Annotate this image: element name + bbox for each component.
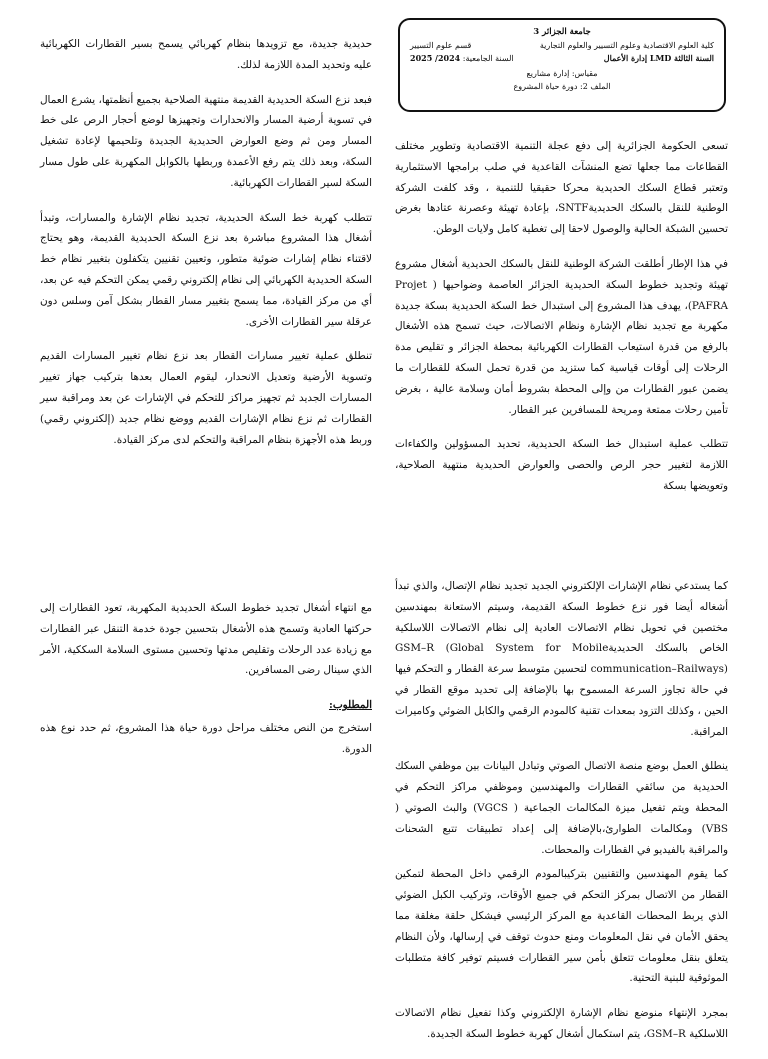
academic-year-label: السنة الجامعية: (462, 54, 514, 63)
required-text: استخرج من النص مختلف مراحل دورة حياة هذا المشروع، ثم حدد نوع هذه الدورة. (40, 721, 372, 755)
paragraph: كما يستدعي نظام الإشارات الإلكتروني الجديد تجديد نظام الإتصال، والذي تبدأ أشغاله أيضا فور نزع خطوط السكة القديمة، وسيتم الاستعانة بمهندسين مختصين في تحويل نظام الاتصالات العادية إلى نظام الاتصالات اللاسلكية الخاص بالسكك الحديديةGSM–R (Global System for Mobile communication–Railways) لتحسين متوسط سرعة القطار و التحكم فيها في حالة تجاوز السرعة المسموح بها بالإضافة إلى تحديد موقع القطار في الحين ، وكذلك التزود بمعدات تقنية كالمودم الرقمي والكابل الضوئي وكاميرات المراقبة. (395, 580, 728, 738)
text-column-top-left (40, 34, 372, 464)
faculty-name: كلية العلوم الاقتصادية وعلوم التسيير والعلوم التجارية (539, 41, 714, 50)
paragraph: فبعد نزع السكة الحديدية القديمة منتهية الصلاحية بجميع أنظمتها، يشرع العمال في تسوية أرضية المسار والانحدارات وتجهيزها لوضع أحجار الرص على خط المسار ومن ثم وضع العوارض الحديدية الجديدة وتلحيمها لإعادة تشغيل السكة، وبعد ذلك يتم رفع الأعمدة وربطها بالكوابل المكهربة على طول مسار السكة لسير القطارات الكهربائية. (40, 93, 372, 189)
text-column-bottom-left (40, 598, 372, 774)
level-label: السنة الثالثة LMD إدارة الأعمال (603, 53, 714, 63)
paragraph: في هذا الإطار أطلقت الشركة الوطنية للنقل بالسكك الحديدية أشغال مشروع تهيئة وتجديد خطوط السكة الحديدية الجزائر العاصمة وضواحيها ( Projet PAFRA)، يهدف هذا المشروع إلى استبدال خط السكة الحديدية بسكة جديدة مكهربة مع تجديد نظام الإشارة ونظام الاتصالات، حيث تسمح هذه الأشغال بالرفع من قدرة استيعاب القطارات الكهربائية بمحطة الجزائر و تقليص مدة الرحلات إلى أوقات قياسية كما ستزيد من قدرة تحمل السكة للقطارات ما يضمن عبور القطارات من وإلى المحطة بشروط أمان وسلامة عالية ، بغرض تأمين رحلات ممتعة ومريحة للمسافرين عبر القطار. (395, 257, 728, 416)
paragraph: تنطلق عملية تغيير مسارات القطار بعد نزع نظام تغيير المسارات القديم وتسوية الأرضية وتعديل الانحدار، ليقوم العمال بعدها بتركيب جهاز تغيير المسارات الجديد ثم تجهيز مراكز للتحكم في الإشارات عن بعد ومراقبة سير القطارات ثم نزع نظام الإشارات القديم ووضع نظام جديد (إلكتروني رقمي) وربط هذه الأجهزة بنظام المراقبة والتحكم لدى مركز القيادة. (40, 350, 372, 446)
module-name: مقياس: إدارة مشاريع (526, 69, 598, 78)
paragraph: تتطلب كهربة خط السكة الحديدية، تجديد نظام الإشارة والمسارات، وتبدأ أشغال هذا المشروع مباشرة بعد نزع السكة الحديدية القديمة، وهو يحتاج لاقتناء نظام إشارات ضوئية متطور، وتعيين تقنيين يتكفلون بتغيير نظام خط السكة الحديدية الكهربائي إلى نظام إلكتروني رقمي يمكن التحكم فيه عن بعد، أي من مركز القيادة، مما يسمح بتغيير مسار القطار بشكل آمن وسلس دون عرقلة سير القطارات الأخرى. (40, 211, 372, 328)
paragraph: بمجرد الإنتهاء منوضع نظام الإشارة الإلكتروني وكذا تفعيل نظام الاتصالات اللاسلكية GSM–R، يتم استكمال أشغال كهربة خطوط السكة الجديدة. (395, 1007, 728, 1040)
header-row-level (410, 52, 714, 65)
academic-year-value: 2024/ 2025 (410, 53, 461, 63)
academic-year (410, 52, 514, 65)
required-heading: المطلوب: (328, 699, 372, 712)
text-column-top-right (395, 136, 728, 511)
paragraph: حديدية جديدة، مع تزويدها بنظام كهربائي يسمح بسير القطارات الكهربائية عليه وتحديد المدة اللازمة لذلك. (40, 38, 372, 71)
header-row-faculty (410, 39, 714, 52)
paragraph: كما يقوم المهندسين والتقنيين بتركيبالمودم الرقمي داخل المحطة لتمكين القطار من الاتصال بمركز التحكم في جميع الأوقات، وتركيب الكبل الضوئي الذي يربط المحطات القاعدية مع المركز الرئيسي فيشكل حلقة مغلقة مما يحقق الأمان في نقل المعلومات ومنع حدوث توقف في إرسالها، ولأن النظام يتعلق بنقل معلومات تتعلق بأمن سير القطارات فسيتم توفير كافة متطلبات الموثوقية للبنية التحتية. (395, 868, 728, 985)
department-name: قسم علوم التسيير (410, 41, 472, 50)
paragraph: ينطلق العمل بوضع منصة الاتصال الصوتي وتبادل البيانات بين موظفي السكك الحديدية من سائقي القطارات والمهندسين وموظفي مراكز التحكم في المحطة ويتم تفعيل ميزة المكالمات الجماعية ( VGCS) والبث الصوتي ( VBS) ومكالمات الطوارئ،بالإضافة إلى إعداد تطبيقات تتبع الشحنات والمراقبة بالفيديو في القطارات والمحطات. (395, 760, 728, 856)
paragraph: تسعى الحكومة الجزائرية إلى دفع عجلة التنمية الاقتصادية وتطوير مختلف القطاعات مما جعلها تضع المنشآت القاعدية في صلب برامجها الاستثمارية وتعتبر قطاع السكك الحديدية محركا حقيقيا للتنمية ، وقد كلفت الشركة الوطنية للنقل بالسكك الحديديةSNTF، بإعادة تهيئة وعصرنة عتادها بغرض تحسين الشبكة الحالية والوصول لاحقا إلى تغطية كامل ولايات الوطن. (395, 140, 728, 236)
paragraph: مع انتهاء أشغال تجديد خطوط السكة الحديدية المكهربة، تعود القطارات إلى حركتها العادية وتسمح هذه الأشغال بتحسين جودة خدمة التنقل عبر القطارات مع زيادة عدد الرحلات وتقليص مدتها وتحسين مستوى السلامة السككية، الأمر الذي سينال رضى المسافرين. (40, 602, 372, 677)
document-header (398, 18, 726, 112)
text-column-bottom-right (395, 576, 728, 1059)
university-name: جامعة الجزائر 3 (533, 27, 591, 37)
file-title: الملف 2: دورة حياة المشروع (513, 82, 611, 91)
paragraph: تتطلب عملية استبدال خط السكة الحديدية، تحديد المسؤولين والكفاءات اللازمة لتغيير حجر الرص والحصى والعوارض الحديدية منتهية الصلاحية، وتعويضها بسكة (395, 438, 728, 492)
